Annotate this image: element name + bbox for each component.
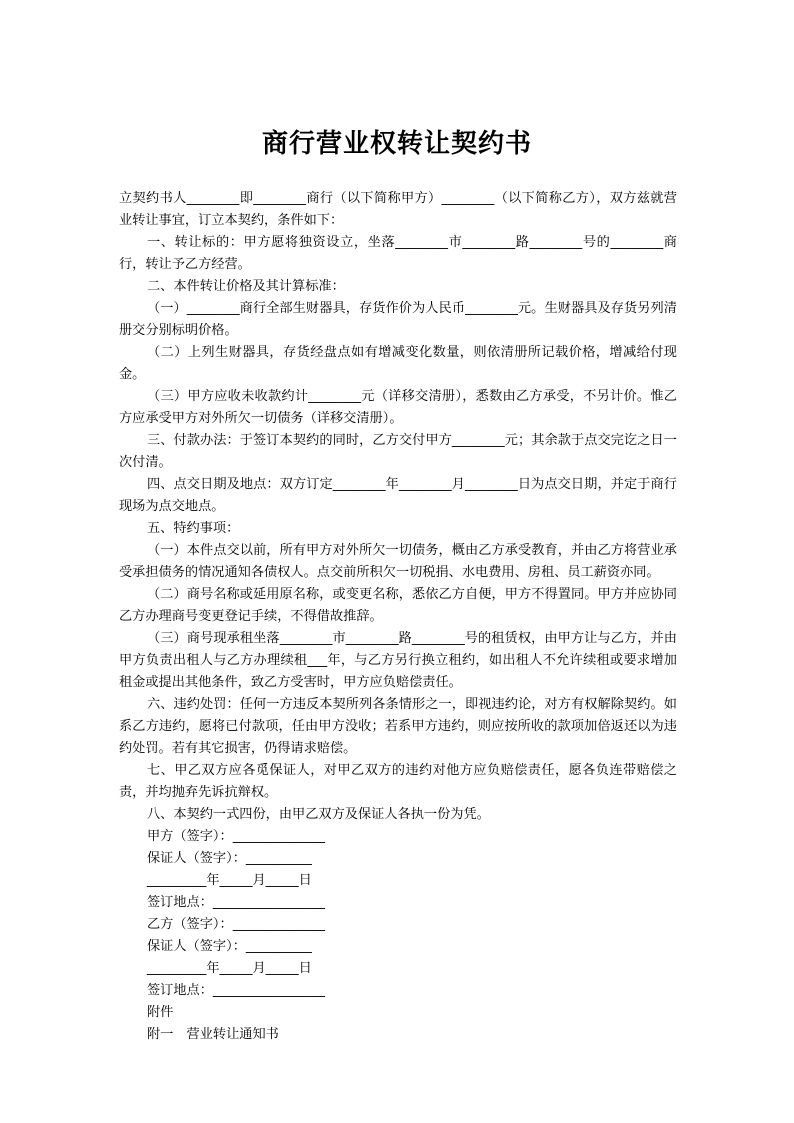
clause-5-item-3: （三）商号现承租坐落________市________路________号的租赁权，由甲方让与乙方，并由甲方负责出租人与乙方办理续租___年，与乙方另行换立租约，如出租人不允许续租或要求增加租金或提出其他条件，致乙方受害时，甲方应负赔偿责任。 xyxy=(119,631,677,690)
guarantor-b-signature-line: 保证人（签字）：__________ xyxy=(147,939,312,954)
clause-8-copies: 八、本契约一式四份，由甲乙双方及保证人各执一份为凭。 xyxy=(147,807,490,822)
party-b-signature-line: 乙方（签字）：______________ xyxy=(147,917,326,932)
date-line-b: _________年_____月_____日 xyxy=(147,961,312,976)
clause-5-heading: 五、特约事项： xyxy=(147,521,240,536)
clause-2-heading: 二、本件转让价格及其计算标准： xyxy=(147,279,345,294)
clause-5-item-2: （二）商号名称或延用原名称，或变更名称，悉依乙方自便，甲方不得置同。甲方并应协同乙方办理商号变更登记手续，不得借故推辞。 xyxy=(119,587,677,624)
clause-1-subject: 一、转让标的：甲方愿将独资设立，坐落________市________路________号的________商行，转让予乙方经营。 xyxy=(119,235,677,272)
clause-6-penalty: 六、违约处罚：任何一方违反本契所列各条情形之一，即视违约论，对方有权解除契约。如系乙方违约，愿将已付款项，任由甲方没收；若系甲方违约，则应按所收的款项加倍返还以为违约处罚。若有其它损害，仍得请求赔偿。 xyxy=(119,697,677,756)
clause-5-item-1: （一）本件点交以前，所有甲方对外所欠一切债务，概由乙方承受教育，并由乙方将营业承受承担债务的情况通知各债权人。点交前所积欠一切税捐、水电费用、房租、员工薪资亦同。 xyxy=(119,543,677,580)
clause-3-payment: 三、付款办法：于签订本契约的同时，乙方交付甲方________元；其余款于点交完讫之日一次付清。 xyxy=(119,433,677,470)
party-a-signature-line: 甲方（签字）：______________ xyxy=(147,829,326,844)
clause-2-item-3: （三）甲方应收未收款约计________元（详移交清册），悉数由乙方承受，不另计价。惟乙方应承受甲方对外所欠一切债务（详移交清册）。 xyxy=(119,389,677,426)
clause-4-handover: 四、点交日期及地点：双方订定________年________月________日为点交日期，并定于商行现场为点交地点。 xyxy=(119,477,677,514)
contract-body xyxy=(119,188,677,1046)
attachments-heading: 附件 xyxy=(147,1005,174,1020)
date-line-a: _________年_____月_____日 xyxy=(147,873,312,888)
signing-place-a: 签订地点：_________________ xyxy=(147,895,326,910)
attachment-1: 附一 营业转让通知书 xyxy=(147,1027,279,1042)
guarantor-a-signature-line: 保证人（签字）：__________ xyxy=(147,851,312,866)
signing-place-b: 签订地点：_________________ xyxy=(147,983,326,998)
clause-2-item-2: （二）上列生财器具，存货经盘点如有增减变化数量，则依清册所记载价格，增减给付现金。 xyxy=(119,345,677,382)
preamble-paragraph: 立契约书人________即________商行（以下简称甲方）________（以下简称乙方），双方兹就营业转让事宜，订立本契约，条件如下： xyxy=(119,191,677,228)
clause-7-guarantor: 七、甲乙双方应各觅保证人，对甲乙双方的违约对他方应负赔偿责任，愿各负连带赔偿之责，并均抛弃先诉抗辩权。 xyxy=(119,763,677,800)
clause-2-item-1: （一）________商行全部生财器具，存货作价为人民币________元。生财器具及存货另列清册交分别标明价格。 xyxy=(119,301,677,338)
document-title: 商行营业权转让契约书 xyxy=(261,129,532,159)
